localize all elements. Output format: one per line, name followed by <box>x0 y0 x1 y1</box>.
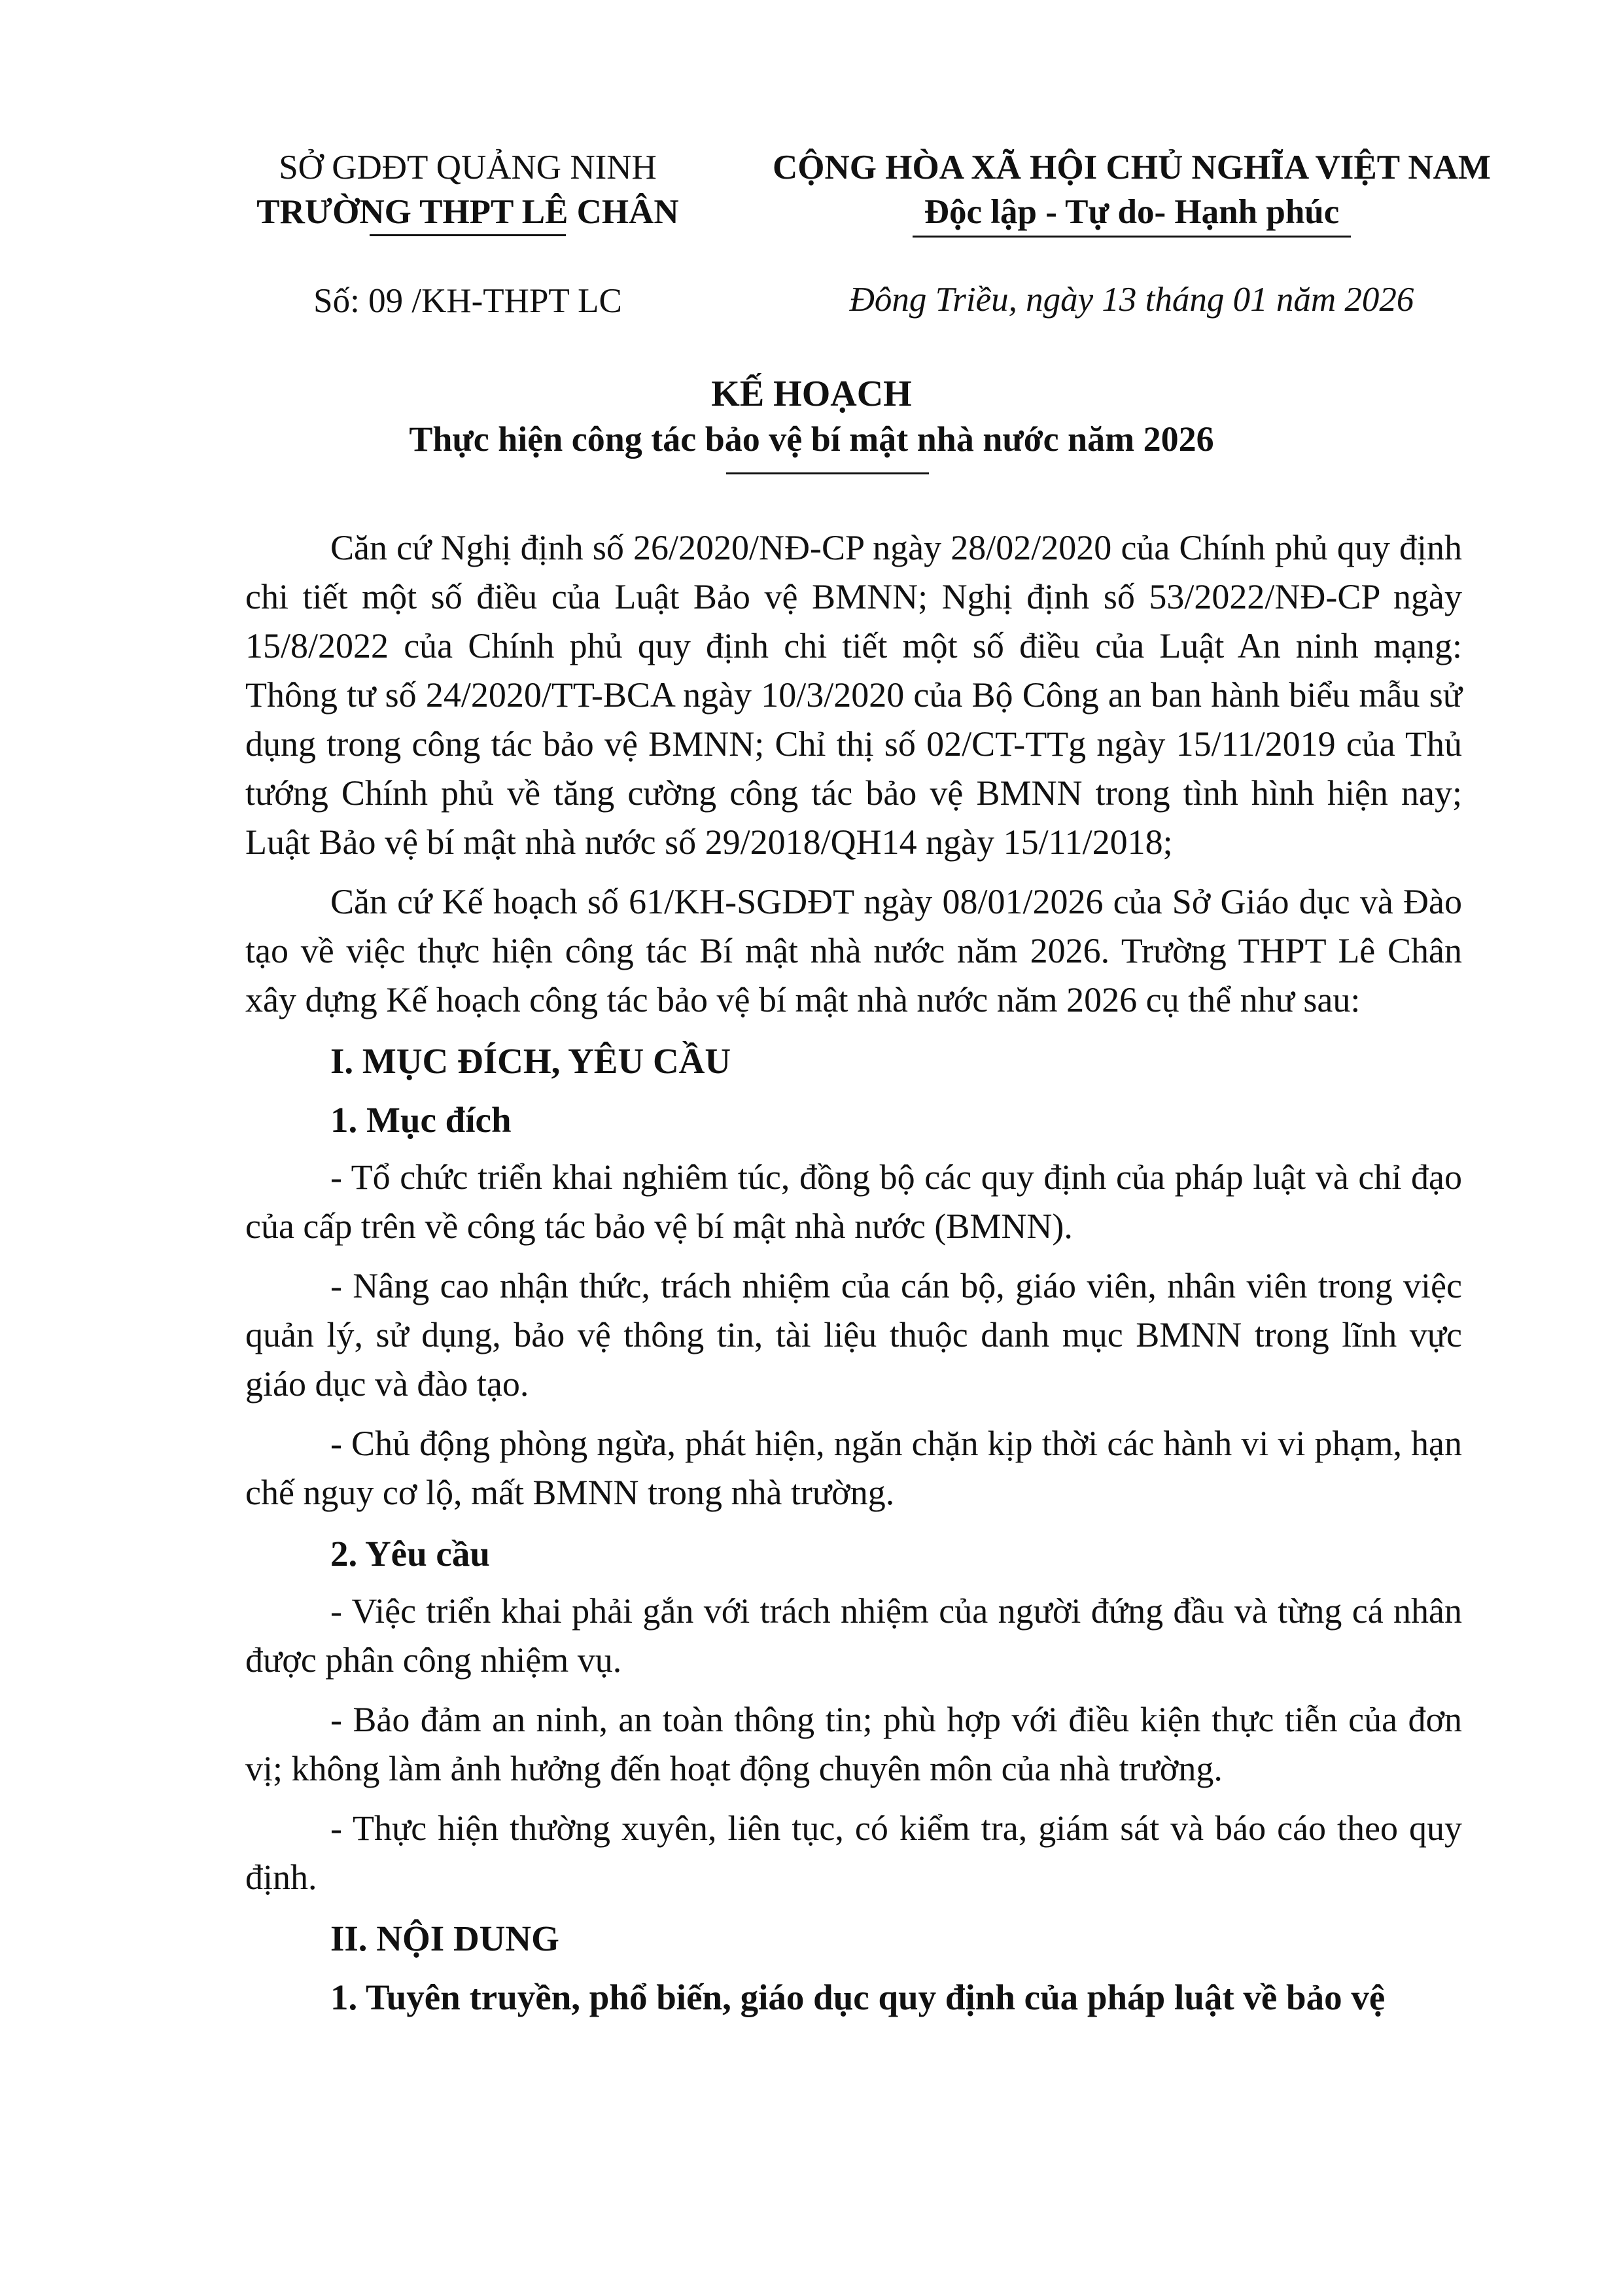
plan-basis-paragraph: Căn cứ Kế hoạch số 61/KH-SGDĐT ngày 08/01/2026 của Sở Giáo dục và Đào tạo về việc thực hiện công tác Bí mật nhà nước năm 2026. Trường THPT Lê Chân xây dựng Kế hoạch công tác bảo vệ bí mật nhà nước năm 2026 cụ thể như sau: <box>245 882 1462 1019</box>
purpose-item: - Chủ động phòng ngừa, phát hiện, ngăn chặn kịp thời các hành vi vi phạm, hạn chế nguy cơ lộ, mất BMNN trong nhà trường. <box>245 1424 1462 1512</box>
national-motto: Độc lập - Tự do- Hạnh phúc <box>924 193 1340 231</box>
purpose-item: - Nâng cao nhận thức, trách nhiệm của cán bộ, giáo viên, nhân viên trong việc quản lý, sử dụng, bảo vệ thông tin, tài liệu thuộc danh mục BMNN trong lĩnh vực giáo dục và đào tạo. <box>245 1266 1462 1404</box>
document-number: Số: 09 /KH-THPT LC <box>313 282 622 320</box>
requirement-item: - Bảo đảm an ninh, an toàn thông tin; phù hợp với điều kiện thực tiễn của đơn vị; không làm ảnh hưởng đến hoạt động chuyên môn của nhà trường. <box>245 1700 1462 1788</box>
document-title: KẾ HOẠCH <box>711 374 912 414</box>
national-motto-block <box>759 145 1505 234</box>
issuer-block <box>216 145 720 234</box>
document-body <box>245 523 1462 2030</box>
section-heading-2: II. NỘI DUNG <box>330 1918 559 1958</box>
document-subtitle: Thực hiện công tác bảo vệ bí mật nhà nước năm 2026 <box>409 419 1214 459</box>
subsection-heading-purpose: 1. Mục đích <box>330 1100 512 1140</box>
country-name: CỘNG HÒA XÃ HỘI CHỦ NGHĨA VIỆT NAM <box>773 149 1491 186</box>
requirement-item: - Thực hiện thường xuyên, liên tục, có kiểm tra, giám sát và báo cáo theo quy định. <box>245 1809 1462 1897</box>
school-name: TRƯỜNG THPT LÊ CHÂN <box>256 193 679 231</box>
section-heading-1: I. MỤC ĐÍCH, YÊU CẦU <box>330 1041 731 1081</box>
motto-underline <box>913 236 1351 238</box>
title-underline <box>726 472 929 474</box>
subsection-heading-propaganda: 1. Tuyên truyền, phổ biến, giáo dục quy định của pháp luật về bảo vệ <box>330 1977 1386 2017</box>
purpose-item: - Tổ chức triển khai nghiêm túc, đồng bộ các quy định của pháp luật và chỉ đạo của cấp trên về công tác bảo vệ bí mật nhà nước (BMNN). <box>245 1157 1462 1246</box>
place-and-date: Đông Triều, ngày 13 tháng 01 năm 2026 <box>849 281 1414 319</box>
requirement-item: - Việc triển khai phải gắn với trách nhiệm của người đứng đầu và từng cá nhân được phân công nhiệm vụ. <box>245 1591 1462 1680</box>
legal-basis-paragraph: Căn cứ Nghị định số 26/2020/NĐ-CP ngày 28/02/2020 của Chính phủ quy định chi tiết một số điều của Luật Bảo vệ BMNN; Nghị định số 53/2022/NĐ-CP ngày 15/8/2022 của Chính phủ quy định chi tiết một số điều của Luật An ninh mạng: Thông tư số 24/2020/TT-BCA ngày 10/3/2020 của Bộ Công an ban hành biểu mẫu sử dụng trong công tác bảo vệ BMNN; Chỉ thị số 02/CT-TTg ngày 15/11/2019 của Thủ tướng Chính phủ về tăng cường công tác bảo vệ BMNN trong tình hình hiện nay; Luật Bảo vệ bí mật nhà nước số 29/2018/QH14 ngày 15/11/2018; <box>245 528 1462 862</box>
parent-agency: SỞ GDĐT QUẢNG NINH <box>279 149 657 186</box>
issuer-underline <box>370 234 566 236</box>
subsection-heading-requirements: 2. Yêu cầu <box>330 1534 490 1574</box>
